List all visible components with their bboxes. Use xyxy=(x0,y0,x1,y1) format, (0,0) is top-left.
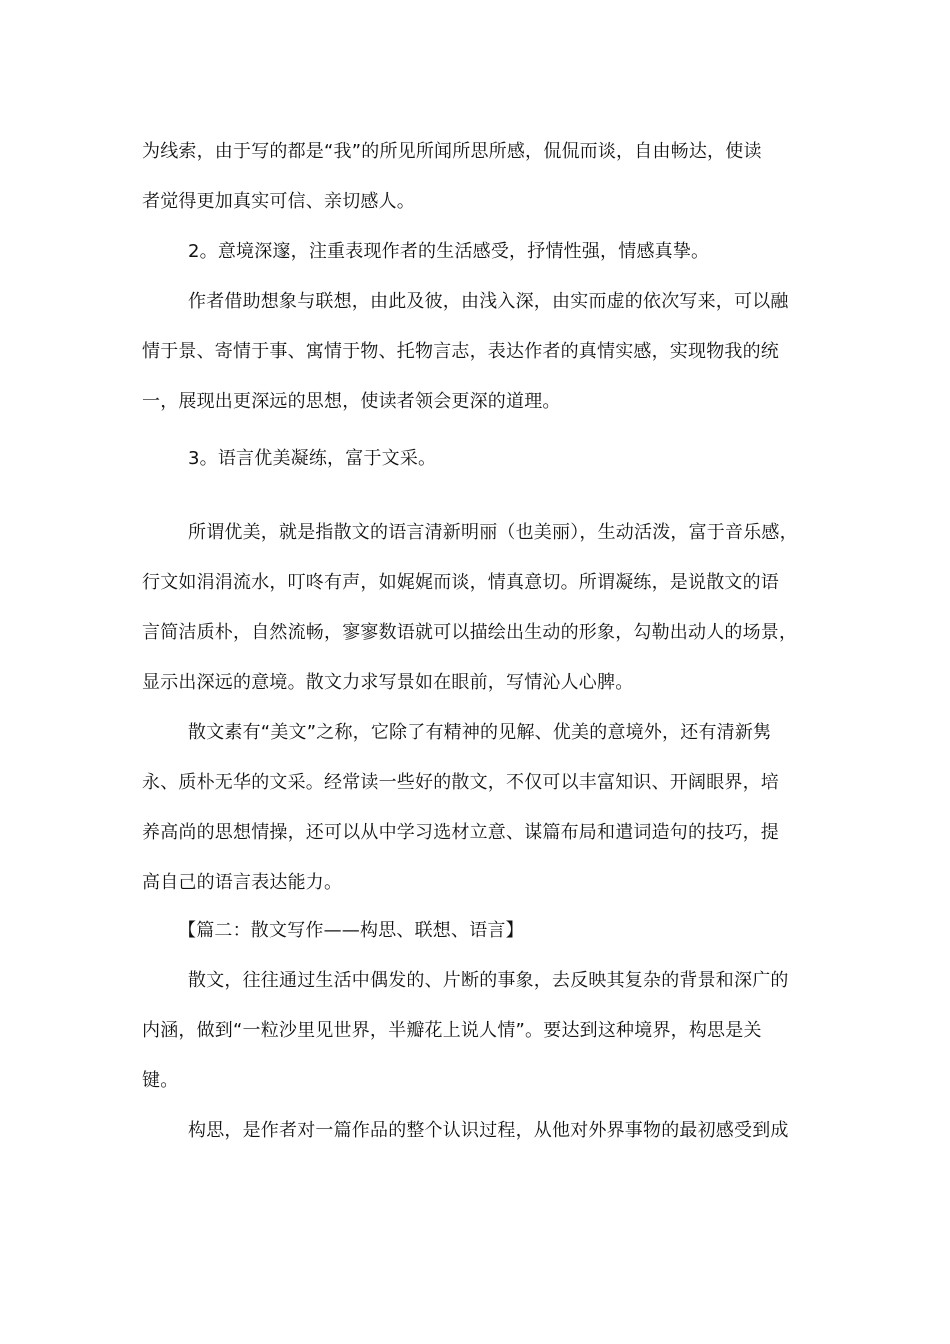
body-text-line: 散文，往往通过生活中偶发的、片断的事象，去反映其复杂的背景和深广的 xyxy=(188,970,789,991)
body-text-line: 内涵，做到“一粒沙里见世界，半瓣花上说人情”。要达到这种境界，构思是关 xyxy=(142,1020,762,1041)
body-text-line: 永、质朴无华的文采。经常读一些好的散文，不仅可以丰富知识、开阔眼界，培 xyxy=(142,772,779,793)
body-text-line: 显示出深远的意境。散文力求写景如在眼前，写情沁人心脾。 xyxy=(142,672,634,693)
body-text-line: 散文素有“美文”之称，它除了有精神的见解、优美的意境外，还有清新隽 xyxy=(188,722,772,743)
body-text-line: 言简洁质朴，自然流畅，寥寥数语就可以描绘出生动的形象，勾勒出动人的场景， xyxy=(142,622,798,643)
article-title: 【篇二：散文写作——构思、联想、语言】 xyxy=(178,920,524,941)
body-text-line: 一，展现出更深远的思想，使读者领会更深的道理。 xyxy=(142,391,561,412)
body-text-line: 为线索，由于写的都是“我”的所见所闻所思所感，侃侃而谈，自由畅达，使读 xyxy=(142,141,762,162)
section-heading-3: 3。语言优美凝练，富于文采。 xyxy=(188,448,437,469)
body-text-line: 养高尚的思想情操，还可以从中学习选材立意、谋篇布局和遣词造句的技巧，提 xyxy=(142,822,779,843)
body-text-line: 构思，是作者对一篇作品的整个认识过程，从他对外界事物的最初感受到成 xyxy=(188,1120,789,1141)
body-text-line: 者觉得更加真实可信、亲切感人。 xyxy=(142,191,415,212)
body-text-line: 键。 xyxy=(142,1070,179,1091)
body-text-line: 所谓优美，就是指散文的语言清新明丽（也美丽），生动活泼，富于音乐感， xyxy=(188,522,798,543)
body-text-line: 行文如涓涓流水，叮咚有声，如娓娓而谈，情真意切。所谓凝练，是说散文的语 xyxy=(142,572,779,593)
body-text-line: 作者借助想象与联想，由此及彼，由浅入深，由实而虚的依次写来，可以融 xyxy=(188,291,789,312)
body-text-line: 情于景、寄情于事、寓情于物、托物言志，表达作者的真情实感，实现物我的统 xyxy=(142,341,779,362)
section-heading-2: 2。意境深邃，注重表现作者的生活感受，抒情性强，情感真挚。 xyxy=(188,241,710,262)
body-text-line: 高自己的语言表达能力。 xyxy=(142,872,343,893)
